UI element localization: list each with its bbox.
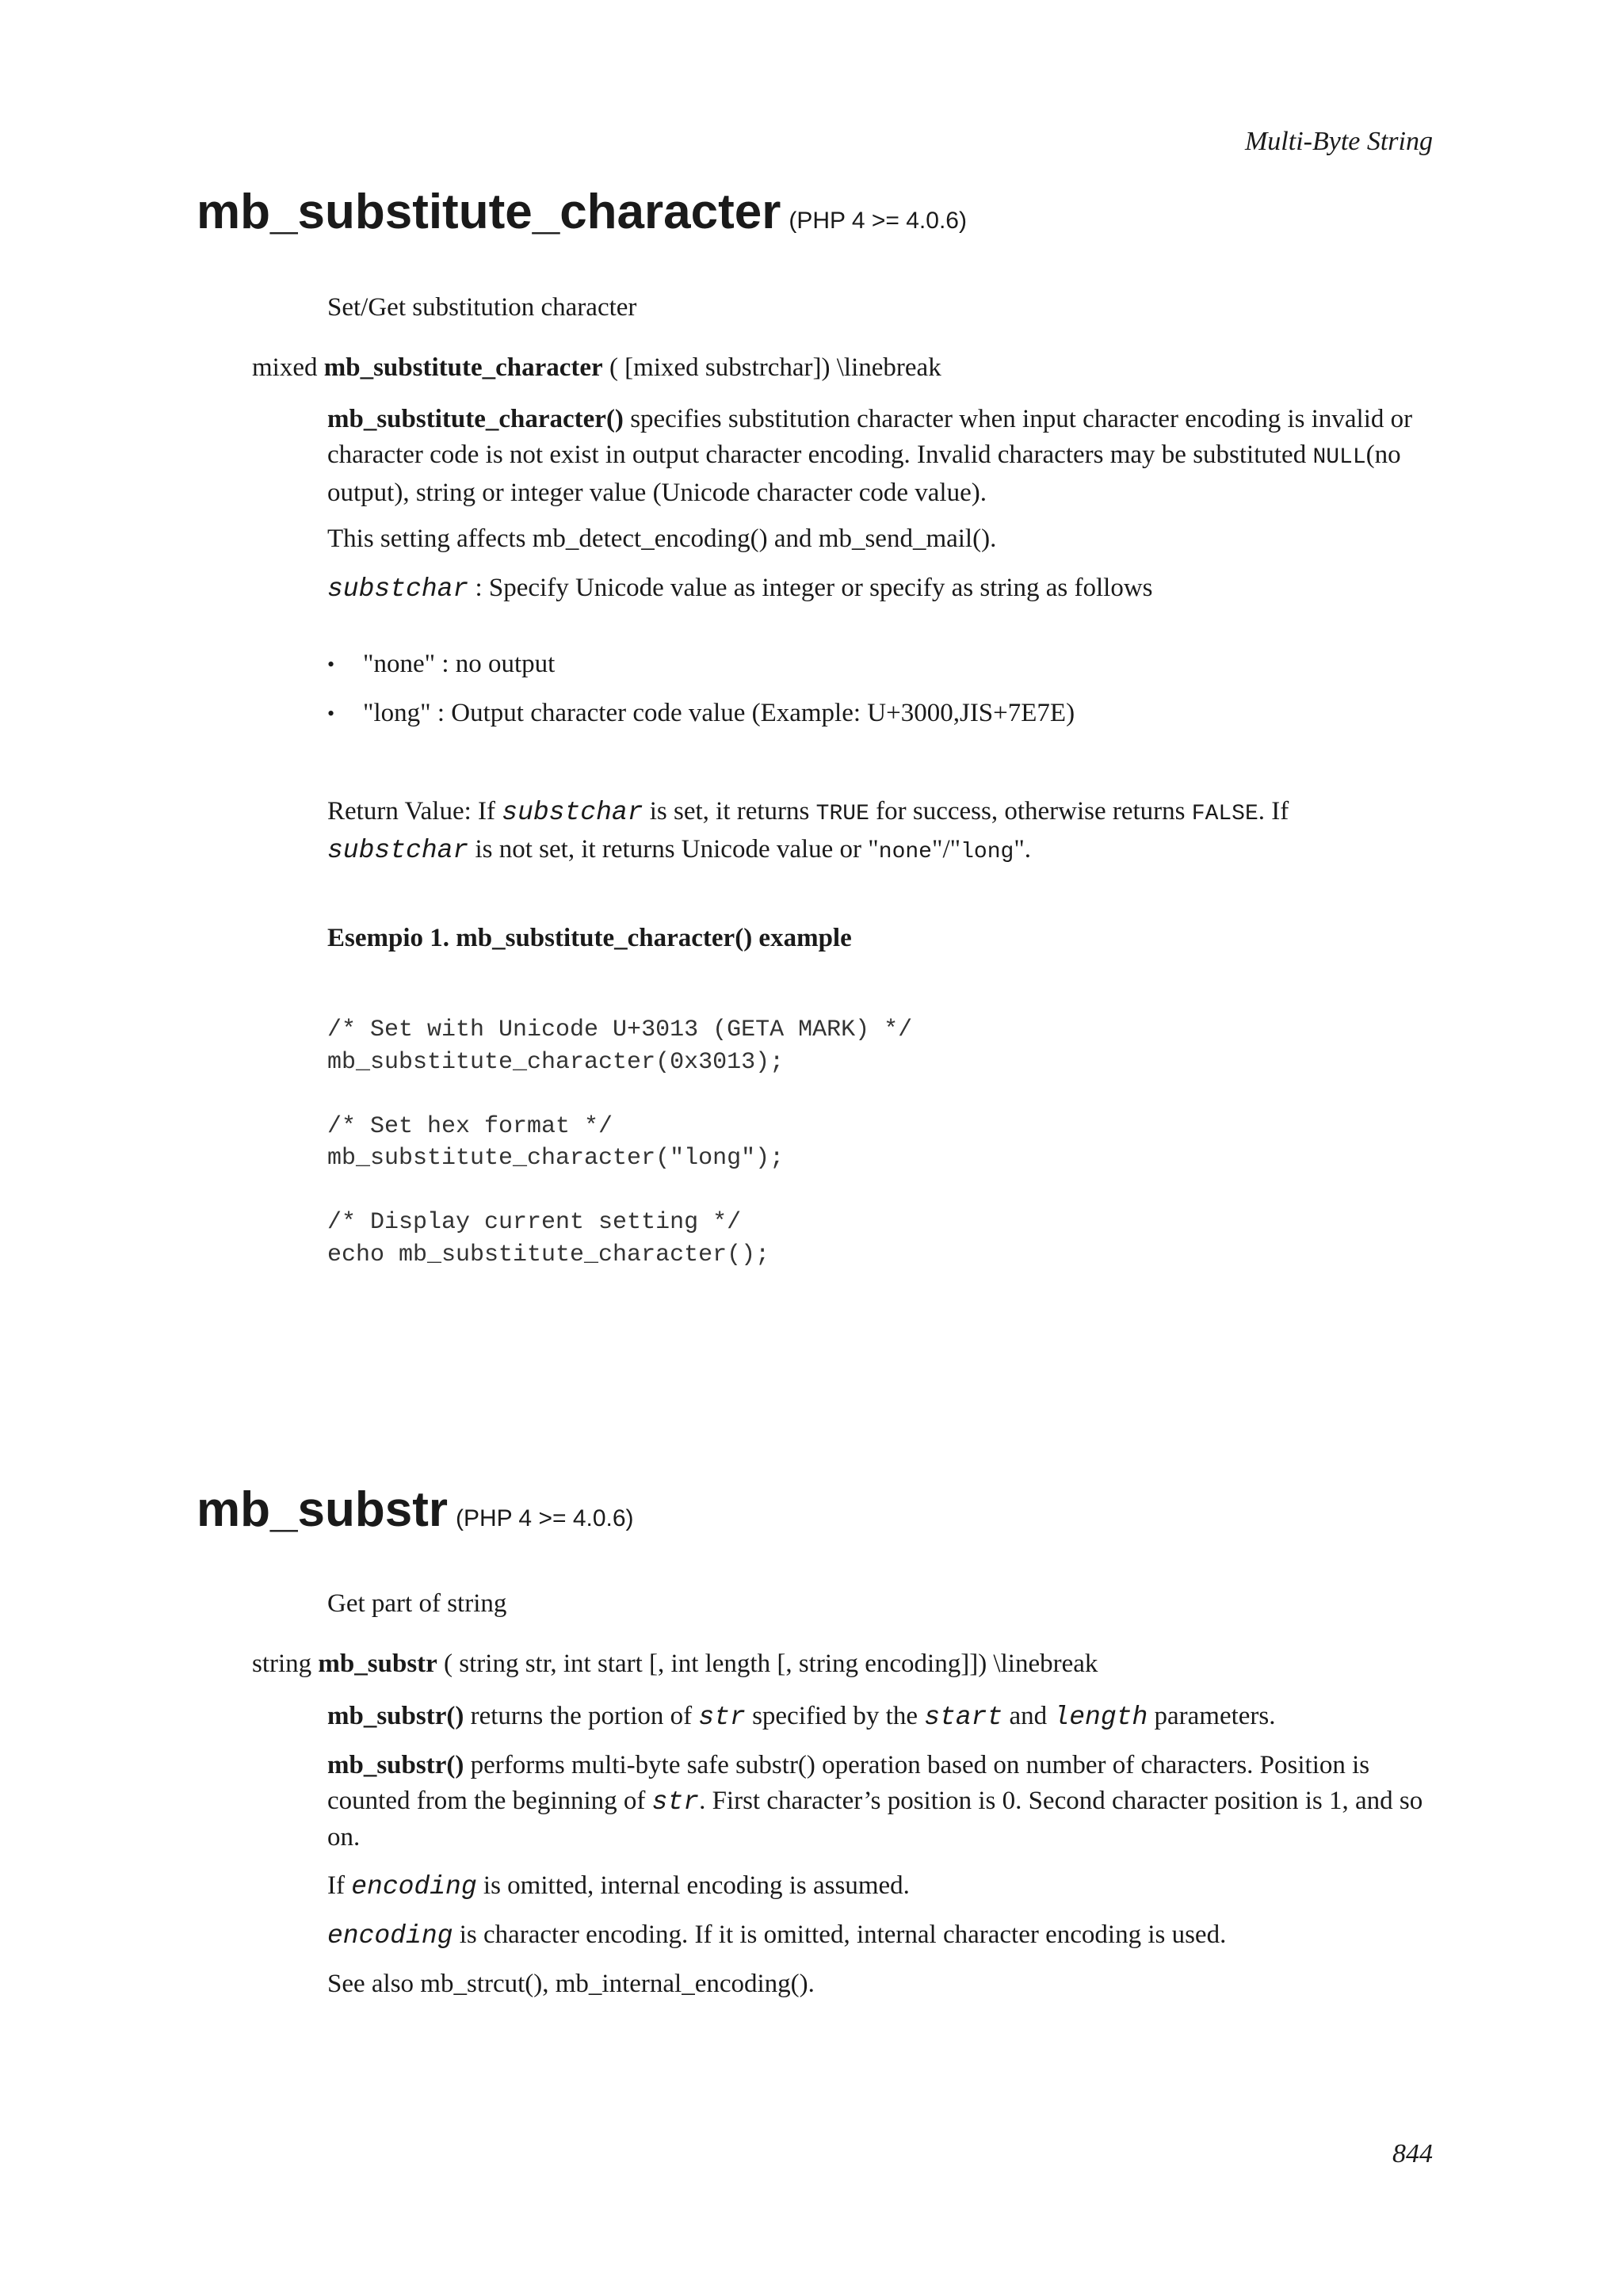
parameter-name: str	[698, 1703, 746, 1732]
function-name-heading: mb_substr	[197, 1482, 448, 1537]
text: Return Value: If	[327, 797, 502, 826]
version-note: (PHP 4 >= 4.0.6)	[455, 1505, 634, 1531]
code-example	[327, 1014, 1437, 1271]
text: for success, otherwise returns	[869, 797, 1192, 826]
function-name-heading: mb_substitute_character	[197, 185, 781, 239]
setting-note	[327, 521, 1437, 557]
function-ref: mb_substr()	[327, 1702, 464, 1730]
constant-true: TRUE	[815, 802, 869, 826]
parameter-name: encoding	[327, 1921, 453, 1951]
parameter-name: str	[651, 1787, 700, 1817]
text: "/"	[931, 835, 961, 864]
signature	[252, 1650, 1098, 1679]
constant-null: NULL	[1312, 445, 1366, 470]
text: parameters.	[1148, 1702, 1276, 1730]
parameter-name: substchar	[327, 836, 469, 865]
return-value-paragraph	[327, 794, 1437, 870]
text: specifies substitution character when input character encoding is invalid or character code is not exist in output character encoding. Invalid characters may be substituted	[327, 405, 1413, 469]
function-ref: mb_substr()	[327, 1751, 464, 1779]
constant-none: none	[878, 840, 932, 864]
entry-title	[197, 1482, 634, 1538]
text: is not set, it returns Unicode value or "	[468, 835, 879, 864]
parameter-name: substchar	[502, 798, 643, 827]
text: ".	[1014, 835, 1032, 864]
text: . If	[1258, 797, 1289, 826]
parameter-name: start	[924, 1703, 1003, 1732]
return-type: mixed	[252, 353, 318, 382]
purpose	[327, 1586, 1437, 1622]
running-head: Multi-Byte String	[1244, 127, 1433, 156]
description-paragraph	[327, 402, 1437, 511]
encoding-description	[327, 1917, 1437, 1954]
return-value	[327, 794, 1437, 870]
text: performs multi-byte safe substr() operation based on number of characters. Position is counted from the beginning of	[327, 1751, 1370, 1815]
see-also	[327, 1966, 1437, 2002]
return-type: string	[252, 1650, 312, 1678]
purpose-text: Set/Get substitution character	[327, 293, 637, 322]
constant-long: long	[960, 840, 1014, 864]
parameter-line	[327, 570, 1437, 607]
encoding-note	[327, 1868, 1437, 1905]
constant-false: FALSE	[1191, 802, 1258, 826]
purpose-text: Get part of string	[327, 1589, 507, 1618]
example-title-text: Esempio 1. mb_substitute_character() example	[327, 924, 852, 952]
text: (no output), string or integer value (Unicode character code value).	[327, 441, 1401, 507]
signature-function-name: mb_substr	[318, 1650, 437, 1678]
entry-title	[197, 184, 967, 240]
text: is set, it returns	[643, 797, 816, 826]
parameter-name: substchar	[327, 574, 469, 604]
option-list	[327, 646, 1437, 745]
description	[327, 1699, 1437, 1735]
setting-note-text: This setting affects mb_detect_encoding() and mb_send_mail().	[327, 524, 997, 553]
text: is omitted, internal encoding is assumed.	[476, 1871, 910, 1900]
version-note: (PHP 4 >= 4.0.6)	[789, 208, 967, 234]
text: specified by the	[745, 1702, 925, 1730]
text: If	[327, 1871, 352, 1900]
parameter-name: length	[1053, 1703, 1148, 1732]
parameter-description: : Specify Unicode value as integer or specify as string as follows	[468, 574, 1153, 602]
signature-function-name: mb_substitute_character	[323, 353, 603, 382]
list-item: • "long" : Output character code value (Example: U+3000,JIS+7E7E)	[327, 696, 1437, 745]
code-block: /* Set with Unicode U+3013 (GETA MARK) */ mb_substitute_character(0x3013); /* Set hex format */ mb_substitute_character("long"); /* Display current setting */ echo mb_substitute_character();	[327, 1016, 913, 1268]
text: is character encoding. If it is omitted, internal character encoding is used.	[453, 1920, 1227, 1949]
function-ref: mb_substitute_character()	[327, 405, 624, 433]
signature	[252, 353, 941, 383]
parameter-name: encoding	[351, 1872, 477, 1901]
description	[327, 1748, 1437, 1855]
text: returns the portion of	[464, 1702, 699, 1730]
list-item: • "none" : no output	[327, 646, 1437, 696]
text: . First character’s position is 0. Second character position is 1, and so on.	[327, 1787, 1423, 1852]
purpose	[327, 290, 1437, 326]
text: and	[1002, 1702, 1054, 1730]
page-number: 844	[1392, 2139, 1433, 2168]
description	[327, 402, 1437, 511]
signature-args: ( string str, int start [, int length [, string encoding]]) \linebreak	[444, 1650, 1098, 1678]
signature-args: ( [mixed substrchar]) \linebreak	[609, 353, 941, 382]
example-title	[327, 921, 1437, 956]
see-also-text: See also mb_strcut(), mb_internal_encoding().	[327, 1970, 815, 1998]
